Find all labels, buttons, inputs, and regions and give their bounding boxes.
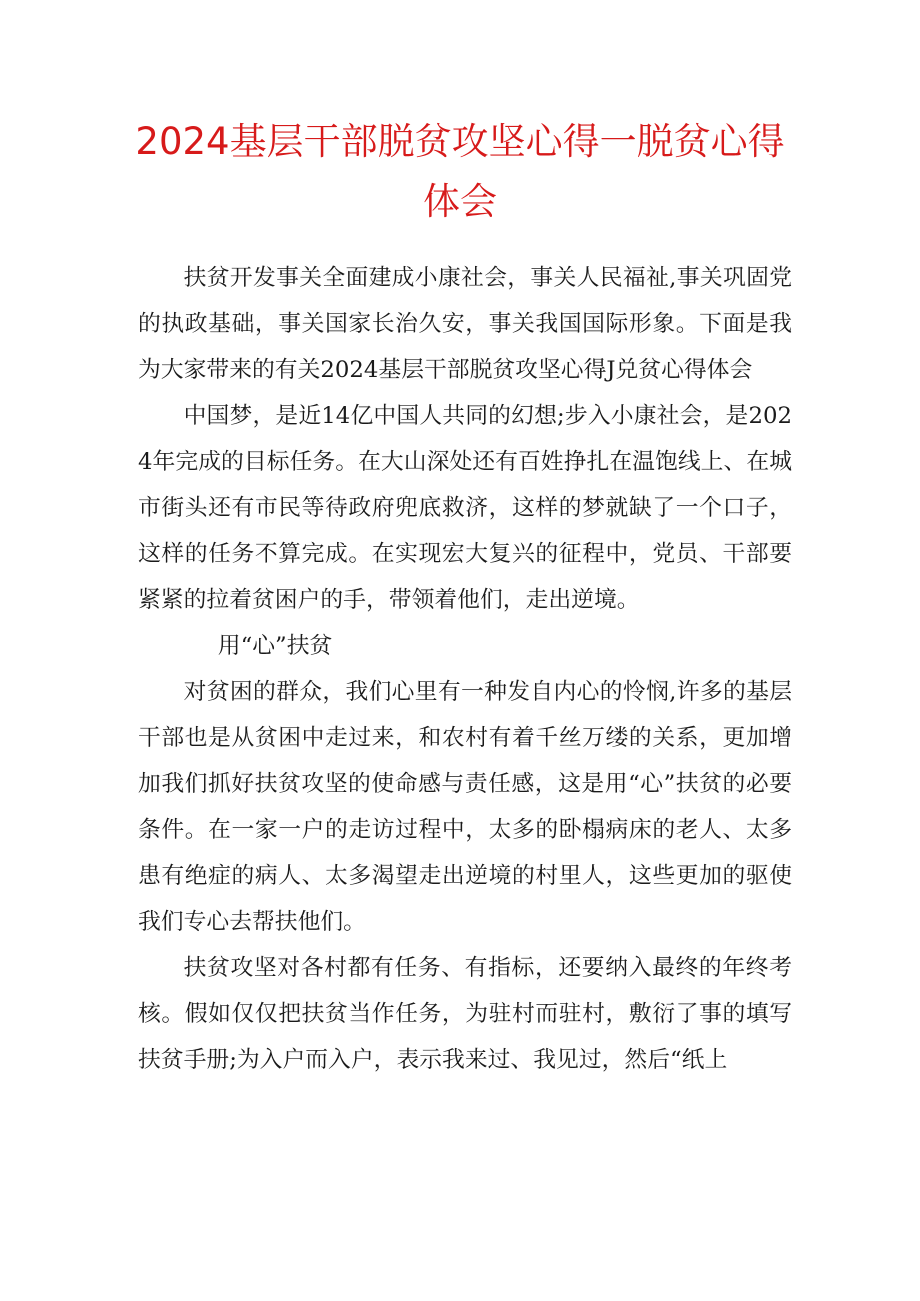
task-paragraph: 扶贫攻坚对各村都有任务、有指标，还要纳入最终的年终考核。假如仅仅把扶贫当作任务，为驻村而驻村，敷衍了事的填写扶贫手册;为入户而入户，表示我来过、我见过，然后“纸上 bbox=[138, 955, 792, 1073]
document-title: 2024基层干部脱贫攻坚心得一脱贫心得体会 bbox=[135, 120, 785, 223]
section-heading: 用“心”扶贫 bbox=[217, 633, 333, 659]
chinese-dream-paragraph: 中国梦，是近14亿中国人共同的幻想;步入小康社会，是2024年完成的目标任务。在大山深处还有百姓挣扎在温饱线上、在城市街头还有市民等待政府兜底救济，这样的梦就缺了一个口子，这样的任务不算完成。在实现宏大复兴的征程中，党员、干部要紧紧的拉着贫困户的手，带领着他们，走出逆境。 bbox=[138, 403, 792, 613]
document-body bbox=[138, 255, 792, 1083]
compassion-paragraph: 对贫困的群众，我们心里有一种发自内心的怜悯,许多的基层干部也是从贫困中走过来，和农村有着千丝万缕的关系，更加增加我们抓好扶贫攻坚的使命感与责任感，这是用“心”扶贫的必要条件。在一家一户的走访过程中，太多的卧榻病床的老人、太多患有绝症的病人、太多渴望走出逆境的村里人，这些更加的驱使我们专心去帮扶他们。 bbox=[138, 679, 792, 935]
intro-paragraph: 扶贫开发事关全面建成小康社会，事关人民福祉,事关巩固党的执政基础，事关国家长治久安，事关我国国际形象。下面是我为大家带来的有关2024基层干部脱贫攻坚心得J兑贫心得体会 bbox=[138, 265, 792, 383]
